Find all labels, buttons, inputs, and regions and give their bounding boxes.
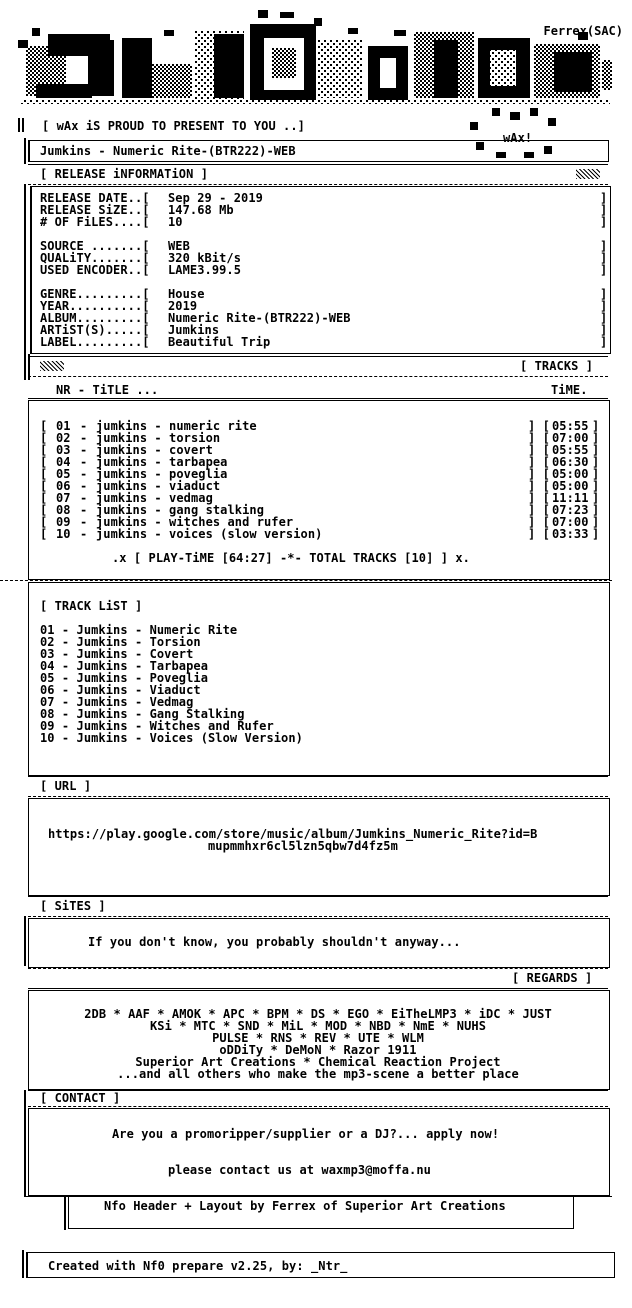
track-title: jumkins - numeric rite (96, 419, 257, 433)
track-bracket: ] [ (528, 419, 550, 433)
track-number: 01 (56, 419, 71, 433)
track-time: 05:00 (552, 467, 589, 481)
art-credit: Ferrex(SAC) (543, 24, 623, 38)
sites-text: If you don't know, you probably shouldn't anyway... (88, 935, 461, 949)
tracks-col-time: TiME. (551, 383, 588, 397)
track-bracket: ] [ (528, 491, 550, 505)
info-bracket: ] (600, 263, 608, 277)
track-number: 10 (56, 527, 71, 541)
track-bracket: ] (592, 443, 600, 457)
track-separator: - (80, 443, 88, 457)
regards-line: oDDiTy * DeMoN * Razor 1911 (219, 1043, 417, 1057)
info-bracket: ] (600, 323, 608, 337)
track-bracket: ] [ (528, 515, 550, 529)
tracks-heading: [ TRACKS ] (520, 359, 594, 373)
track-time: 11:11 (552, 491, 589, 505)
frame-bar (24, 184, 26, 354)
release-info-heading: [ RELEASE iNFORMATiON ] (40, 167, 209, 181)
info-bracket: ] (600, 215, 608, 229)
info-bracket: ] (600, 311, 608, 325)
track-separator: - (80, 467, 88, 481)
regards-heading: [ REGARDS ] (512, 971, 593, 985)
created-with: Created with Nf0 prepare v2.25, by: _Ntr_ (48, 1259, 348, 1273)
track-bracket: [ (40, 491, 48, 505)
track-bracket: [ (40, 467, 48, 481)
divider (28, 796, 608, 797)
track-title: jumkins - torsion (96, 431, 221, 445)
divider (28, 896, 608, 897)
shade-block (576, 169, 600, 179)
track-number: 06 (56, 479, 71, 493)
track-bracket: ] [ (528, 479, 550, 493)
track-bracket: [ (40, 431, 48, 445)
divider (28, 164, 608, 165)
info-bracket: ] (600, 251, 608, 265)
track-bracket: ] [ (528, 503, 550, 517)
track-bracket: [ (40, 479, 48, 493)
track-separator: - (80, 491, 88, 505)
track-bracket: ] [ (528, 527, 550, 541)
info-label: RELEASE SiZE..[ (40, 203, 150, 217)
regards-line: KSi * MTC * SND * MiL * MOD * NBD * NmE * NUHS (149, 1019, 486, 1033)
frame-bar (24, 1090, 26, 1196)
track-list-heading: [ TRACK LiST ] (40, 599, 143, 613)
layout-credits: Nfo Header + Layout by Ferrex of Superior Art Creations (104, 1199, 506, 1213)
track-list-item: 05 - Jumkins - Poveglia (40, 671, 209, 685)
info-label: YEAR..........[ (40, 299, 150, 313)
track-list-item: 02 - Jumkins - Torsion (40, 635, 201, 649)
info-value: 2019 (168, 299, 198, 313)
track-bracket: ] (592, 467, 600, 481)
regards-line: 2DB * AAF * AMOK * APC * BPM * DS * EGO * EiTheLMP3 * iDC * JUST (84, 1007, 552, 1021)
info-label: LABEL.........[ (40, 335, 150, 349)
track-list-item: 03 - Jumkins - Covert (40, 647, 194, 661)
track-time: 05:55 (552, 419, 589, 433)
divider (28, 1106, 608, 1107)
info-label: SOURCE .......[ (40, 239, 150, 253)
track-number: 02 (56, 431, 71, 445)
info-value: 320 kBit/s (168, 251, 242, 265)
divider (28, 988, 608, 989)
track-time: 05:55 (552, 443, 589, 457)
info-label: GENRE.........[ (40, 287, 150, 301)
track-list-item: 06 - Jumkins - Viaduct (40, 683, 201, 697)
track-bracket: ] (592, 431, 600, 445)
info-label: ARTiST(S).....[ (40, 323, 150, 337)
track-number: 05 (56, 467, 71, 481)
url-line-2[interactable]: mupmmhxr6cl5lzn5qbw7d4fz5m (208, 839, 398, 853)
track-time: 07:23 (552, 503, 589, 517)
track-bracket: ] [ (528, 443, 550, 457)
info-label: USED ENCODER..[ (40, 263, 150, 277)
frame-bar (64, 1196, 66, 1230)
info-bracket: ] (600, 335, 608, 349)
regards-line: PULSE * RNS * REV * UTE * WLM (212, 1031, 424, 1045)
info-label: # OF FiLES....[ (40, 215, 150, 229)
frame-bar (24, 354, 26, 380)
info-value: Numeric Rite-(BTR222)-WEB (168, 311, 351, 325)
info-value: Sep 29 - 2019 (168, 191, 263, 205)
credits-box (68, 1196, 574, 1229)
track-bracket: [ (40, 443, 48, 457)
track-number: 09 (56, 515, 71, 529)
divider (28, 968, 608, 969)
contact-email[interactable]: please contact us at waxmp3@moffa.nu (168, 1163, 431, 1177)
info-bracket: ] (600, 287, 608, 301)
track-list-item: 01 - Jumkins - Numeric Rite (40, 623, 238, 637)
frame-bar (22, 118, 24, 132)
divider (28, 398, 608, 399)
divider (28, 916, 608, 917)
track-bracket: ] (592, 419, 600, 433)
track-title: jumkins - gang stalking (96, 503, 265, 517)
track-time: 07:00 (552, 515, 589, 529)
track-bracket: ] [ (528, 467, 550, 481)
track-number: 08 (56, 503, 71, 517)
sites-heading: [ SiTES ] (40, 899, 106, 913)
track-bracket: ] (592, 479, 600, 493)
track-title: jumkins - covert (96, 443, 213, 457)
info-bracket: ] (600, 299, 608, 313)
regards-line: ...and all others who make the mp3-scene a better place (117, 1067, 519, 1081)
info-value: Jumkins (168, 323, 220, 337)
track-bracket: ] (592, 491, 600, 505)
track-list-item: 08 - Jumkins - Gang Stalking (40, 707, 245, 721)
divider (0, 580, 612, 581)
wax-ascii-logo (18, 10, 612, 116)
info-value: 10 (168, 215, 183, 229)
track-bracket: ] [ (528, 455, 550, 469)
frame-bar (18, 118, 20, 132)
track-separator: - (80, 431, 88, 445)
track-number: 03 (56, 443, 71, 457)
contact-box (28, 1108, 610, 1196)
track-bracket: [ (40, 515, 48, 529)
track-title: jumkins - witches and rufer (96, 515, 294, 529)
track-time: 06:30 (552, 455, 589, 469)
info-value: 147.68 Mb (168, 203, 234, 217)
track-separator: - (80, 515, 88, 529)
contact-heading: [ CONTACT ] (40, 1091, 121, 1105)
track-time: 07:00 (552, 431, 589, 445)
track-bracket: [ (40, 419, 48, 433)
track-title: jumkins - viaduct (96, 479, 221, 493)
track-bracket: [ (40, 527, 48, 541)
track-number: 04 (56, 455, 71, 469)
info-value: Beautiful Trip (168, 335, 271, 349)
divider (28, 776, 608, 777)
track-bracket: ] (592, 527, 600, 541)
info-label: ALBUM.........[ (40, 311, 150, 325)
info-bracket: ] (600, 203, 608, 217)
tracks-col-title: NR - TiTLE ... (56, 383, 159, 397)
track-bracket: ] (592, 455, 600, 469)
info-value: WEB (168, 239, 190, 253)
track-time: 03:33 (552, 527, 589, 541)
track-separator: - (80, 503, 88, 517)
release-title: Jumkins - Numeric Rite-(BTR222)-WEB (40, 144, 296, 158)
playtime-line: .x [ PLAY-TiME [64:27] -*- TOTAL TRACKS [10] ] x. (112, 551, 470, 565)
track-list-item: 07 - Jumkins - Vedmag (40, 695, 194, 709)
info-bracket: ] (600, 239, 608, 253)
info-value: LAME3.99.5 (168, 263, 242, 277)
track-list-item: 09 - Jumkins - Witches and Rufer (40, 719, 274, 733)
url-heading: [ URL ] (40, 779, 92, 793)
frame-bar (28, 354, 30, 380)
contact-apply-text: Are you a promoripper/supplier or a DJ?... apply now! (112, 1127, 500, 1141)
info-value: House (168, 287, 205, 301)
track-bracket: [ (40, 503, 48, 517)
track-number: 07 (56, 491, 71, 505)
divider (28, 356, 608, 357)
track-list-item: 10 - Jumkins - Voices (Slow Version) (40, 731, 303, 745)
track-time: 05:00 (552, 479, 589, 493)
track-title: jumkins - voices (slow version) (96, 527, 323, 541)
track-separator: - (80, 479, 88, 493)
track-bracket: ] (592, 503, 600, 517)
shade-block (40, 361, 64, 371)
track-separator: - (80, 527, 88, 541)
frame-bar (22, 1250, 24, 1278)
info-bracket: ] (600, 191, 608, 205)
track-separator: - (80, 419, 88, 433)
track-bracket: ] (592, 515, 600, 529)
frame-bar (24, 138, 26, 164)
divider (28, 376, 608, 377)
presents-line: [ wAx iS PROUD TO PRESENT TO YOU ..] (42, 119, 305, 133)
info-label: RELEASE DATE..[ (40, 191, 150, 205)
track-separator: - (80, 455, 88, 469)
frame-bar (24, 916, 26, 966)
url-line-1[interactable]: https://play.google.com/store/music/album/Jumkins_Numeric_Rite?id=B (48, 827, 538, 841)
group-tag: wAx! (503, 131, 533, 145)
info-label: QUALiTY.......[ (40, 251, 150, 265)
track-title: jumkins - poveglia (96, 467, 228, 481)
track-bracket: [ (40, 455, 48, 469)
track-list-item: 04 - Jumkins - Tarbapea (40, 659, 209, 673)
track-title: jumkins - tarbapea (96, 455, 228, 469)
track-bracket: ] [ (528, 431, 550, 445)
track-title: jumkins - vedmag (96, 491, 213, 505)
divider (28, 184, 608, 185)
regards-line: Superior Art Creations * Chemical Reaction Project (135, 1055, 501, 1069)
